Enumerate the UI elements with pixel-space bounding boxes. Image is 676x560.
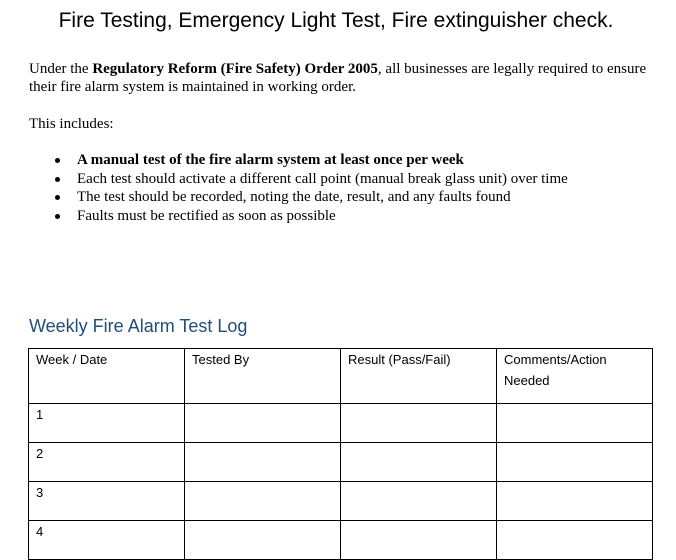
table-cell[interactable] — [497, 482, 653, 521]
table-row — [29, 482, 653, 521]
intro-paragraph — [29, 60, 654, 96]
table-cell[interactable] — [341, 443, 497, 482]
table-cell[interactable] — [341, 521, 497, 560]
requirements-list — [55, 151, 568, 225]
document-title: Fire Testing, Emergency Light Test, Fire extinguisher check. — [58, 9, 614, 32]
table-cell[interactable] — [341, 482, 497, 521]
includes-label: This includes: — [29, 116, 114, 132]
legislation-name: Regulatory Reform (Fire Safety) Order 2005 — [92, 61, 378, 77]
column-header-week-date: Week / Date — [29, 349, 185, 404]
table-cell[interactable] — [497, 443, 653, 482]
list-item: A manual test of the fire alarm system at least once per week — [55, 151, 568, 170]
table-cell[interactable]: 1 — [29, 404, 185, 443]
table-cell[interactable]: 3 — [29, 482, 185, 521]
list-item: The test should be recorded, noting the date, result, and any faults found — [55, 188, 568, 207]
table-cell[interactable] — [185, 482, 341, 521]
table-header-row — [29, 349, 653, 404]
intro-prefix: Under the — [29, 61, 93, 77]
test-log-table — [28, 348, 653, 560]
list-item: Faults must be rectified as soon as possible — [55, 207, 568, 226]
list-item: Each test should activate a different call point (manual break glass unit) over time — [55, 170, 568, 189]
table-cell[interactable] — [185, 443, 341, 482]
table-cell[interactable]: 4 — [29, 521, 185, 560]
table-row — [29, 404, 653, 443]
table-row — [29, 443, 653, 482]
intro-suffix: , all businesses are legally required to ensure their fire alarm system is maintained in working order. — [29, 61, 647, 95]
table-cell[interactable] — [497, 521, 653, 560]
table-cell[interactable] — [497, 404, 653, 443]
log-heading: Weekly Fire Alarm Test Log — [29, 316, 248, 336]
table-cell[interactable] — [341, 404, 497, 443]
column-header-result: Result (Pass/Fail) — [341, 349, 497, 404]
table-cell[interactable] — [185, 404, 341, 443]
table-cell[interactable]: 2 — [29, 443, 185, 482]
column-header-tested-by: Tested By — [185, 349, 341, 404]
column-header-comments: Comments/Action Needed — [497, 349, 653, 404]
table-cell[interactable] — [185, 521, 341, 560]
table-row — [29, 521, 653, 560]
